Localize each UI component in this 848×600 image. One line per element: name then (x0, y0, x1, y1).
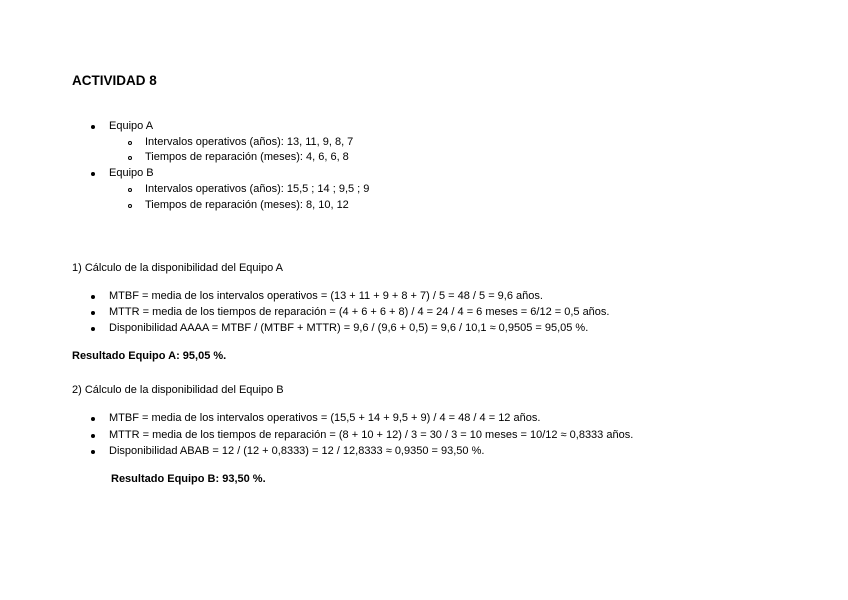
section-b-heading: 2) Cálculo de la disponibilidad del Equipo B (72, 384, 284, 396)
equipo-b-intervalos: Intervalos operativos (años): 15,5 ; 14 ; 9,5 ; 9 (145, 183, 370, 195)
section-a-heading: 1) Cálculo de la disponibilidad del Equipo A (72, 262, 283, 274)
equipo-a-label: Equipo A (109, 120, 154, 132)
equipo-b-label: Equipo B (109, 167, 154, 179)
section-a-mtbf: MTBF = media de los intervalos operativos = (13 + 11 + 9 + 8 + 7) / 5 = 48 / 5 = 9,6 años. (109, 290, 543, 302)
section-a-result: Resultado Equipo A: 95,05 %. (72, 350, 227, 362)
bullet-circle-icon (128, 188, 132, 192)
bullet-circle-icon (128, 141, 132, 145)
bullet-dot-icon (91, 417, 95, 421)
bullet-dot-icon (91, 434, 95, 438)
equipo-b-reparacion: Tiempos de reparación (meses): 8, 10, 12 (145, 199, 349, 211)
equipo-a-reparacion: Tiempos de reparación (meses): 4, 6, 6, 8 (145, 151, 349, 163)
bullet-dot-icon (91, 125, 95, 129)
section-b-result: Resultado Equipo B: 93,50 %. (111, 473, 266, 485)
section-b-disponibilidad: Disponibilidad ABAB = 12 / (12 + 0,8333) = 12 / 12,8333 ≈ 0,9350 = 93,50 %. (109, 445, 485, 457)
bullet-dot-icon (91, 295, 95, 299)
section-b-mttr: MTTR = media de los tiempos de reparación = (8 + 10 + 12) / 3 = 30 / 3 = 10 meses = 10/12 ≈ 0,8333 años. (109, 429, 634, 441)
section-b-mtbf: MTBF = media de los intervalos operativos = (15,5 + 14 + 9,5 + 9) / 4 = 48 / 4 = 12 años. (109, 412, 541, 424)
equipo-a-intervalos: Intervalos operativos (años): 13, 11, 9, 8, 7 (145, 136, 354, 148)
page-title: ACTIVIDAD 8 (72, 73, 157, 88)
bullet-circle-icon (128, 156, 132, 160)
section-a-mttr: MTTR = media de los tiempos de reparación = (4 + 6 + 6 + 8) / 4 = 24 / 4 = 6 meses = 6/12 = 0,5 años. (109, 306, 610, 318)
bullet-dot-icon (91, 311, 95, 315)
bullet-dot-icon (91, 172, 95, 176)
section-a-disponibilidad: Disponibilidad AAAA = MTBF / (MTBF + MTTR) = 9,6 / (9,6 + 0,5) = 9,6 / 10,1 ≈ 0,9505 = 95,05 %. (109, 322, 589, 334)
bullet-circle-icon (128, 204, 132, 208)
bullet-dot-icon (91, 450, 95, 454)
bullet-dot-icon (91, 327, 95, 331)
